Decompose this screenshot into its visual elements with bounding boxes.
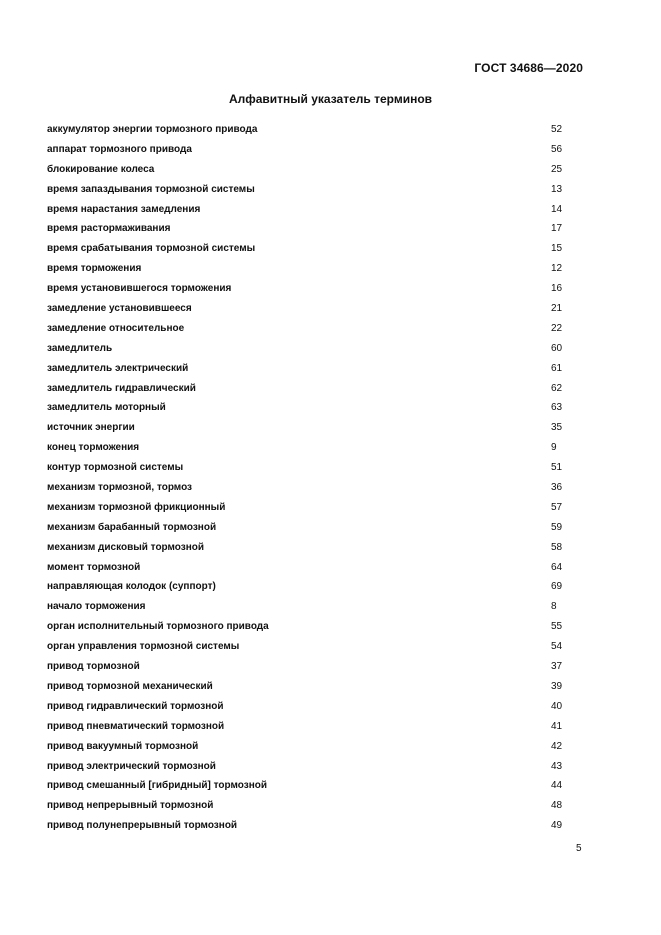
index-term: конец торможения bbox=[47, 442, 140, 454]
index-term-number: 52 bbox=[551, 124, 563, 135]
index-term: начало торможения bbox=[47, 601, 146, 613]
index-entry bbox=[47, 239, 565, 259]
document-code: ГОСТ 34686—2020 bbox=[474, 61, 583, 75]
index-term: время нарастания замедления bbox=[47, 203, 201, 215]
index-term: орган исполнительный тормозного привода bbox=[47, 621, 269, 633]
term-index-list bbox=[47, 120, 565, 836]
index-term: привод электрический тормозной bbox=[47, 760, 216, 772]
index-term-number: 15 bbox=[551, 243, 563, 255]
index-term: привод тормозной механический bbox=[47, 680, 213, 692]
index-entry bbox=[47, 279, 565, 299]
index-term: замедлитель электрический bbox=[47, 362, 189, 374]
index-term: механизм тормозной фрикционный bbox=[47, 501, 226, 513]
index-term-number: 25 bbox=[551, 163, 563, 175]
index-term-number: 58 bbox=[551, 541, 563, 553]
index-term-number: 63 bbox=[551, 402, 563, 414]
index-entry bbox=[47, 140, 565, 160]
index-entry bbox=[47, 319, 565, 339]
index-term: момент тормозной bbox=[47, 561, 141, 573]
index-term: время растормаживания bbox=[47, 223, 171, 235]
index-entry bbox=[47, 577, 565, 597]
index-entry bbox=[47, 617, 565, 637]
index-entry bbox=[47, 518, 565, 538]
index-term-number: 36 bbox=[551, 482, 563, 494]
index-entry bbox=[47, 637, 565, 657]
index-entry bbox=[47, 597, 565, 617]
index-term: привод вакуумный тормозной bbox=[47, 740, 199, 752]
index-entry bbox=[47, 776, 565, 796]
index-term-number: 39 bbox=[551, 680, 563, 692]
page-number: 5 bbox=[576, 843, 582, 854]
index-term: время установившегося торможения bbox=[47, 283, 232, 295]
index-entry bbox=[47, 677, 565, 697]
index-term: замедление установившееся bbox=[47, 303, 192, 315]
index-term: контур тормозной системы bbox=[47, 462, 184, 474]
index-term: аппарат тормозного привода bbox=[47, 143, 192, 155]
index-entry bbox=[47, 379, 565, 399]
index-entry bbox=[47, 657, 565, 677]
index-term-number: 61 bbox=[551, 362, 563, 374]
index-term-number: 69 bbox=[551, 581, 563, 593]
index-term: блокирование колеса bbox=[47, 163, 155, 175]
index-term-number: 51 bbox=[551, 462, 563, 474]
index-term: механизм барабанный тормозной bbox=[47, 521, 217, 533]
index-term-number: 57 bbox=[551, 501, 563, 513]
index-entry bbox=[47, 458, 565, 478]
index-term-number: 43 bbox=[551, 760, 563, 772]
index-term: время торможения bbox=[47, 263, 142, 275]
index-term-number: 14 bbox=[551, 203, 563, 215]
index-term: привод непрерывный тормозной bbox=[47, 800, 214, 812]
index-term-number: 9 bbox=[551, 442, 557, 454]
index-term-number: 42 bbox=[551, 740, 563, 752]
index-entry bbox=[47, 418, 565, 438]
index-term: замедлитель bbox=[47, 342, 113, 354]
index-term-number: 12 bbox=[551, 263, 563, 275]
index-term-number: 22 bbox=[551, 322, 563, 334]
index-term: аккумулятор энергии тормозного привода bbox=[47, 124, 258, 135]
index-entry bbox=[47, 359, 565, 379]
index-term: привод полунепрерывный тормозной bbox=[47, 820, 238, 832]
index-term: направляющая колодок (суппорт) bbox=[47, 581, 216, 593]
index-entry bbox=[47, 538, 565, 558]
index-term-number: 17 bbox=[551, 223, 563, 235]
index-entry bbox=[47, 219, 565, 239]
index-term: привод гидравлический тормозной bbox=[47, 700, 224, 712]
index-term-number: 35 bbox=[551, 422, 563, 434]
index-title: Алфавитный указатель терминов bbox=[228, 92, 433, 106]
index-term-number: 56 bbox=[551, 143, 563, 155]
index-term: замедлитель гидравлический bbox=[47, 382, 196, 394]
index-entry bbox=[47, 160, 565, 180]
index-entry bbox=[47, 438, 565, 458]
index-term-number: 54 bbox=[551, 641, 563, 653]
index-term: время запаздывания тормозной системы bbox=[47, 183, 255, 195]
index-term-number: 60 bbox=[551, 342, 563, 354]
index-term: источник энергии bbox=[47, 422, 135, 434]
index-term: привод тормозной bbox=[47, 661, 140, 673]
index-term-number: 64 bbox=[551, 561, 563, 573]
index-entry bbox=[47, 816, 565, 836]
index-term-number: 44 bbox=[551, 780, 563, 792]
index-entry bbox=[47, 796, 565, 816]
index-entry bbox=[47, 259, 565, 279]
index-entry bbox=[47, 757, 565, 777]
index-term: механизм тормозной, тормоз bbox=[47, 482, 193, 494]
index-term-number: 16 bbox=[551, 283, 563, 295]
index-entry bbox=[47, 299, 565, 319]
index-term-number: 55 bbox=[551, 621, 563, 633]
index-term-number: 40 bbox=[551, 700, 563, 712]
index-entry bbox=[47, 120, 565, 140]
index-entry bbox=[47, 558, 565, 578]
index-entry bbox=[47, 697, 565, 717]
index-term: время срабатывания тормозной системы bbox=[47, 243, 256, 255]
index-entry bbox=[47, 717, 565, 737]
index-entry bbox=[47, 478, 565, 498]
index-entry bbox=[47, 498, 565, 518]
index-term-number: 41 bbox=[551, 720, 563, 732]
index-entry bbox=[47, 737, 565, 757]
index-term-number: 62 bbox=[551, 382, 563, 394]
index-entry bbox=[47, 398, 565, 418]
index-entry bbox=[47, 180, 565, 200]
index-term: привод пневматический тормозной bbox=[47, 720, 225, 732]
index-term-number: 49 bbox=[551, 820, 563, 832]
index-entry bbox=[47, 200, 565, 220]
index-term-number: 48 bbox=[551, 800, 563, 812]
index-term: замедление относительное bbox=[47, 322, 185, 334]
index-term: привод смешанный [гибридный] тормозной bbox=[47, 780, 267, 792]
index-term: механизм дисковый тормозной bbox=[47, 541, 205, 553]
index-term-number: 21 bbox=[551, 303, 563, 315]
index-term-number: 8 bbox=[551, 601, 557, 613]
index-entry bbox=[47, 339, 565, 359]
index-term: замедлитель моторный bbox=[47, 402, 166, 414]
index-term-number: 37 bbox=[551, 661, 563, 673]
index-term: орган управления тормозной системы bbox=[47, 641, 240, 653]
index-term-number: 59 bbox=[551, 521, 563, 533]
index-term-number: 13 bbox=[551, 183, 563, 195]
